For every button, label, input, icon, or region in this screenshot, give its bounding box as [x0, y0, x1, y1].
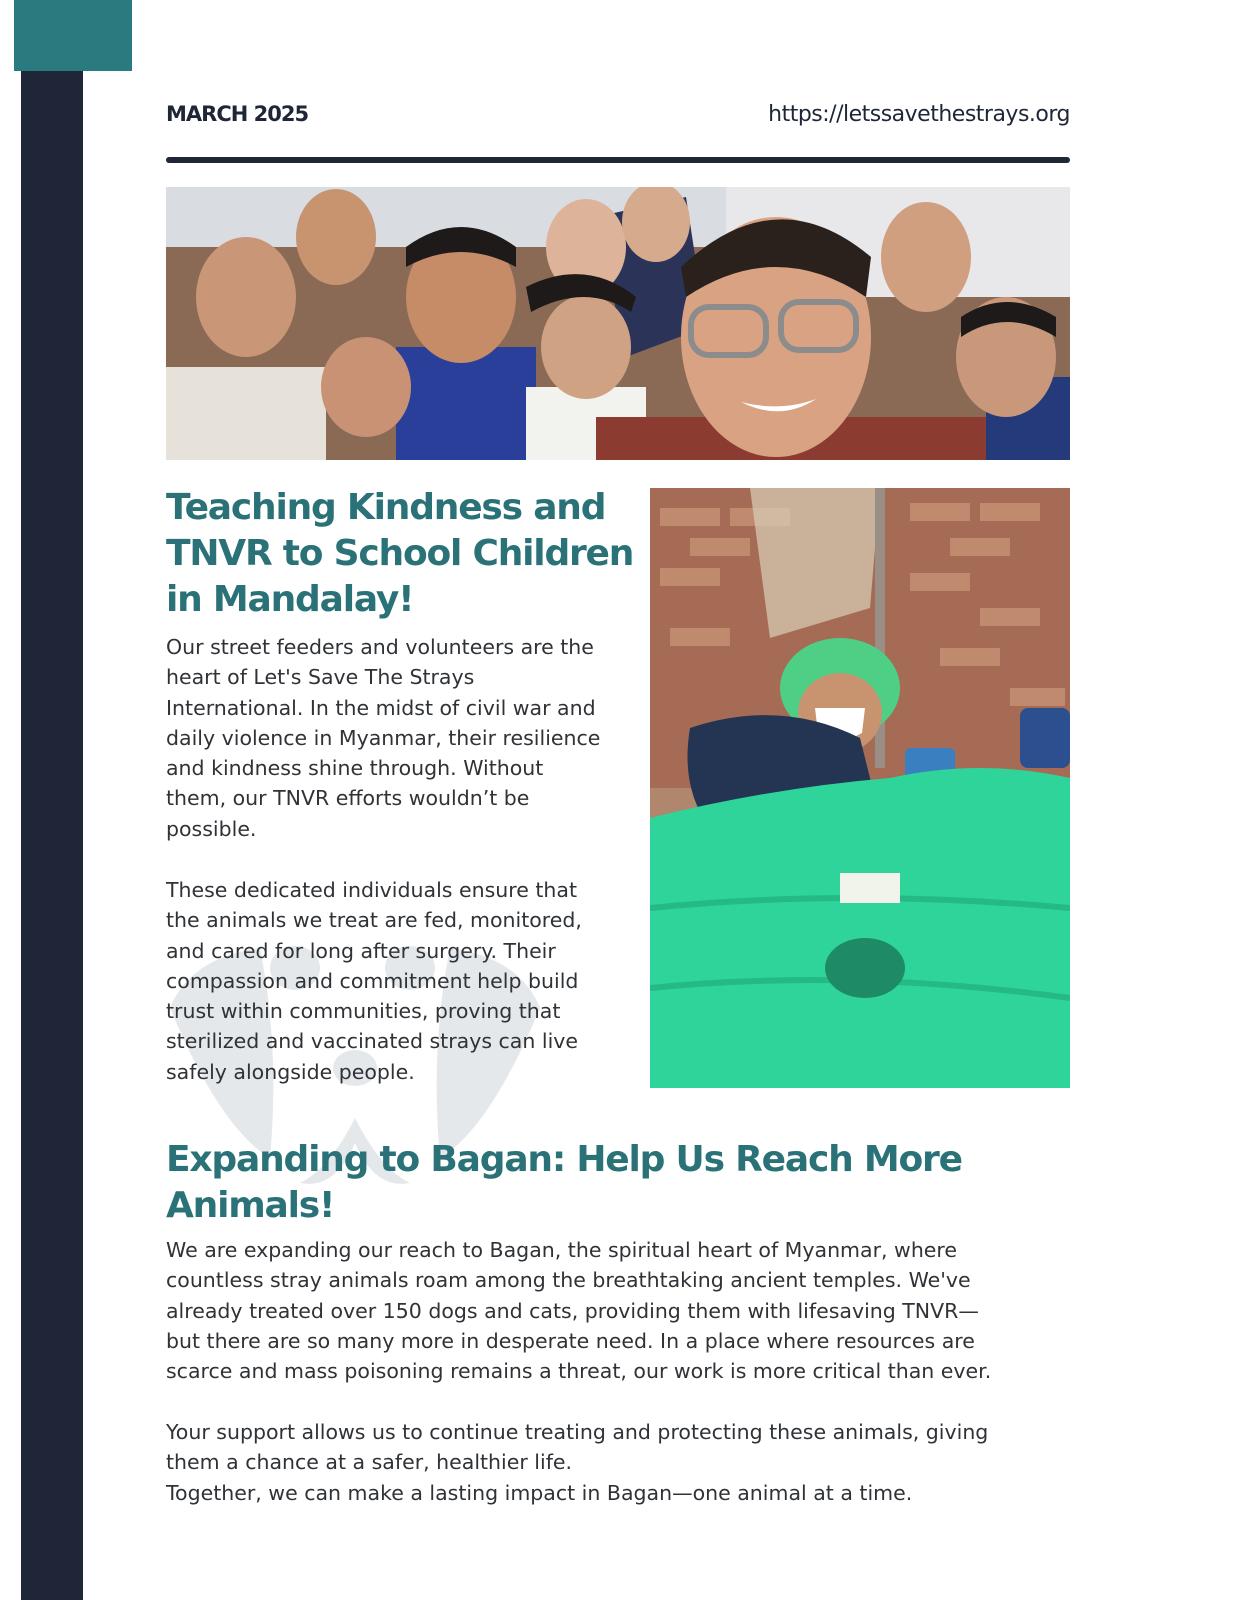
- teal-accent-block: [14, 0, 132, 71]
- navy-side-bar: [21, 71, 83, 1600]
- article2-paragraph-2: Your support allows us to continue treating and protecting these animals, giving them a chance at a safer, healthier life. Together, we can make a lasting impact in Bagan—one animal at a time.: [166, 1420, 989, 1505]
- article-headline-bagan: Expanding to Bagan: Help Us Reach More Animals!: [166, 1139, 962, 1226]
- article-headline-mandalay: Teaching Kindness and TNVR to School Children in Mandalay!: [166, 487, 634, 620]
- vet-surgery-photo: [650, 488, 1070, 1088]
- website-url[interactable]: https://letssavethestrays.org: [768, 102, 1070, 127]
- issue-date: MARCH 2025: [166, 102, 309, 126]
- article1-paragraph-2: These dedicated individuals ensure that the animals we treat are fed, monitored, and cared for long after surgery. Their compassion and commitment help build trust within communities, proving that sterilized and vaccinated strays can live safely alongside people.: [166, 878, 582, 1084]
- header-divider: [166, 157, 1070, 163]
- article2-paragraph-1: We are expanding our reach to Bagan, the spiritual heart of Myanmar, where countless stray animals roam among the breathtaking ancient temples. We've already treated over 150 dogs and cats, providing them with lifesaving TNVR— but there are so many more in desperate need. In a place where resources are scarce and mass poisoning remains a threat, our work is more critical than ever.: [166, 1238, 992, 1384]
- article1-paragraph-1: Our street feeders and volunteers are the heart of Let's Save The Strays International. In the midst of civil war and daily violence in Myanmar, their resilience and kindness shine through. Without them, our TNVR efforts wouldn’t be possible.: [166, 635, 601, 841]
- children-group-photo: [166, 187, 1070, 460]
